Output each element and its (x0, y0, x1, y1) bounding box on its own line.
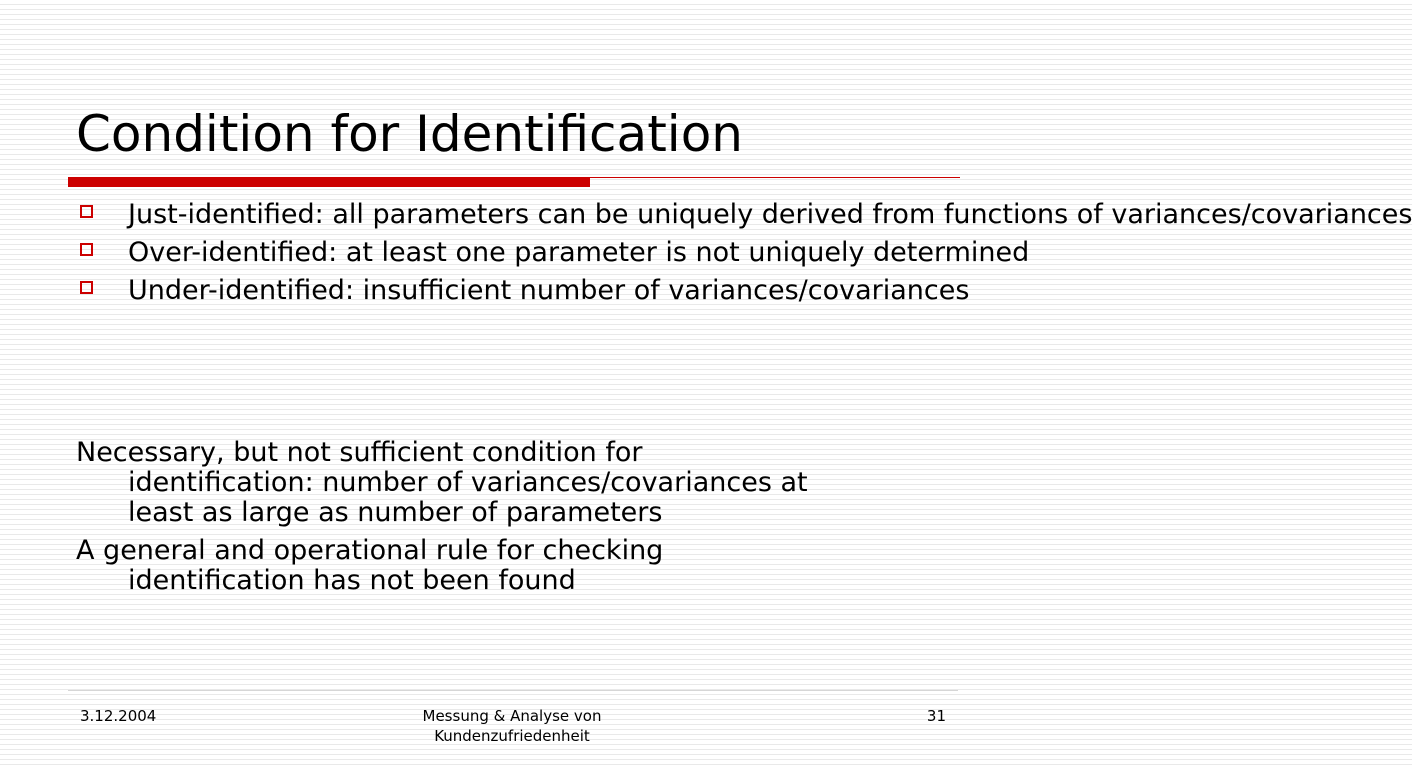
title-underline-thin (590, 177, 960, 178)
paragraph-general-rule (76, 536, 976, 596)
paragraph-continuation: identification: number of variances/covariances at least as large as number of parameters (128, 467, 808, 528)
paragraph-first-line: Necessary, but not sufficient condition for (76, 437, 643, 468)
bullet-item-under-identified (76, 276, 976, 306)
bullet-text: Under-identified: insufficient number of variances/covariances (128, 275, 970, 306)
hollow-square-bullet-icon (80, 205, 93, 218)
title-underline-thick (68, 177, 590, 187)
page-number: 31 (926, 707, 946, 725)
hollow-square-bullet-icon (80, 243, 93, 256)
paragraph-necessary-condition (76, 438, 976, 528)
bullet-text: Over-identified: at least one parameter is not uniquely determined (128, 237, 1030, 268)
footer-divider (68, 690, 958, 691)
slide-title: Condition for Identification (76, 105, 743, 163)
paragraph-continuation: identification has not been found (128, 565, 576, 596)
bullet-item-just-identified (76, 199, 1412, 230)
paragraph-first-line: A general and operational rule for checking (76, 535, 664, 566)
footer-title: Messung & Analyse von Kundenzufriedenheit (422, 707, 602, 745)
bullet-text: Just-identified: all parameters can be uniquely derived from functions of variances/covariances (128, 199, 1412, 230)
hollow-square-bullet-icon (80, 281, 93, 294)
bullet-list (76, 199, 1412, 314)
footer-date: 3.12.2004 (80, 707, 157, 725)
bullet-item-over-identified (76, 237, 1030, 268)
